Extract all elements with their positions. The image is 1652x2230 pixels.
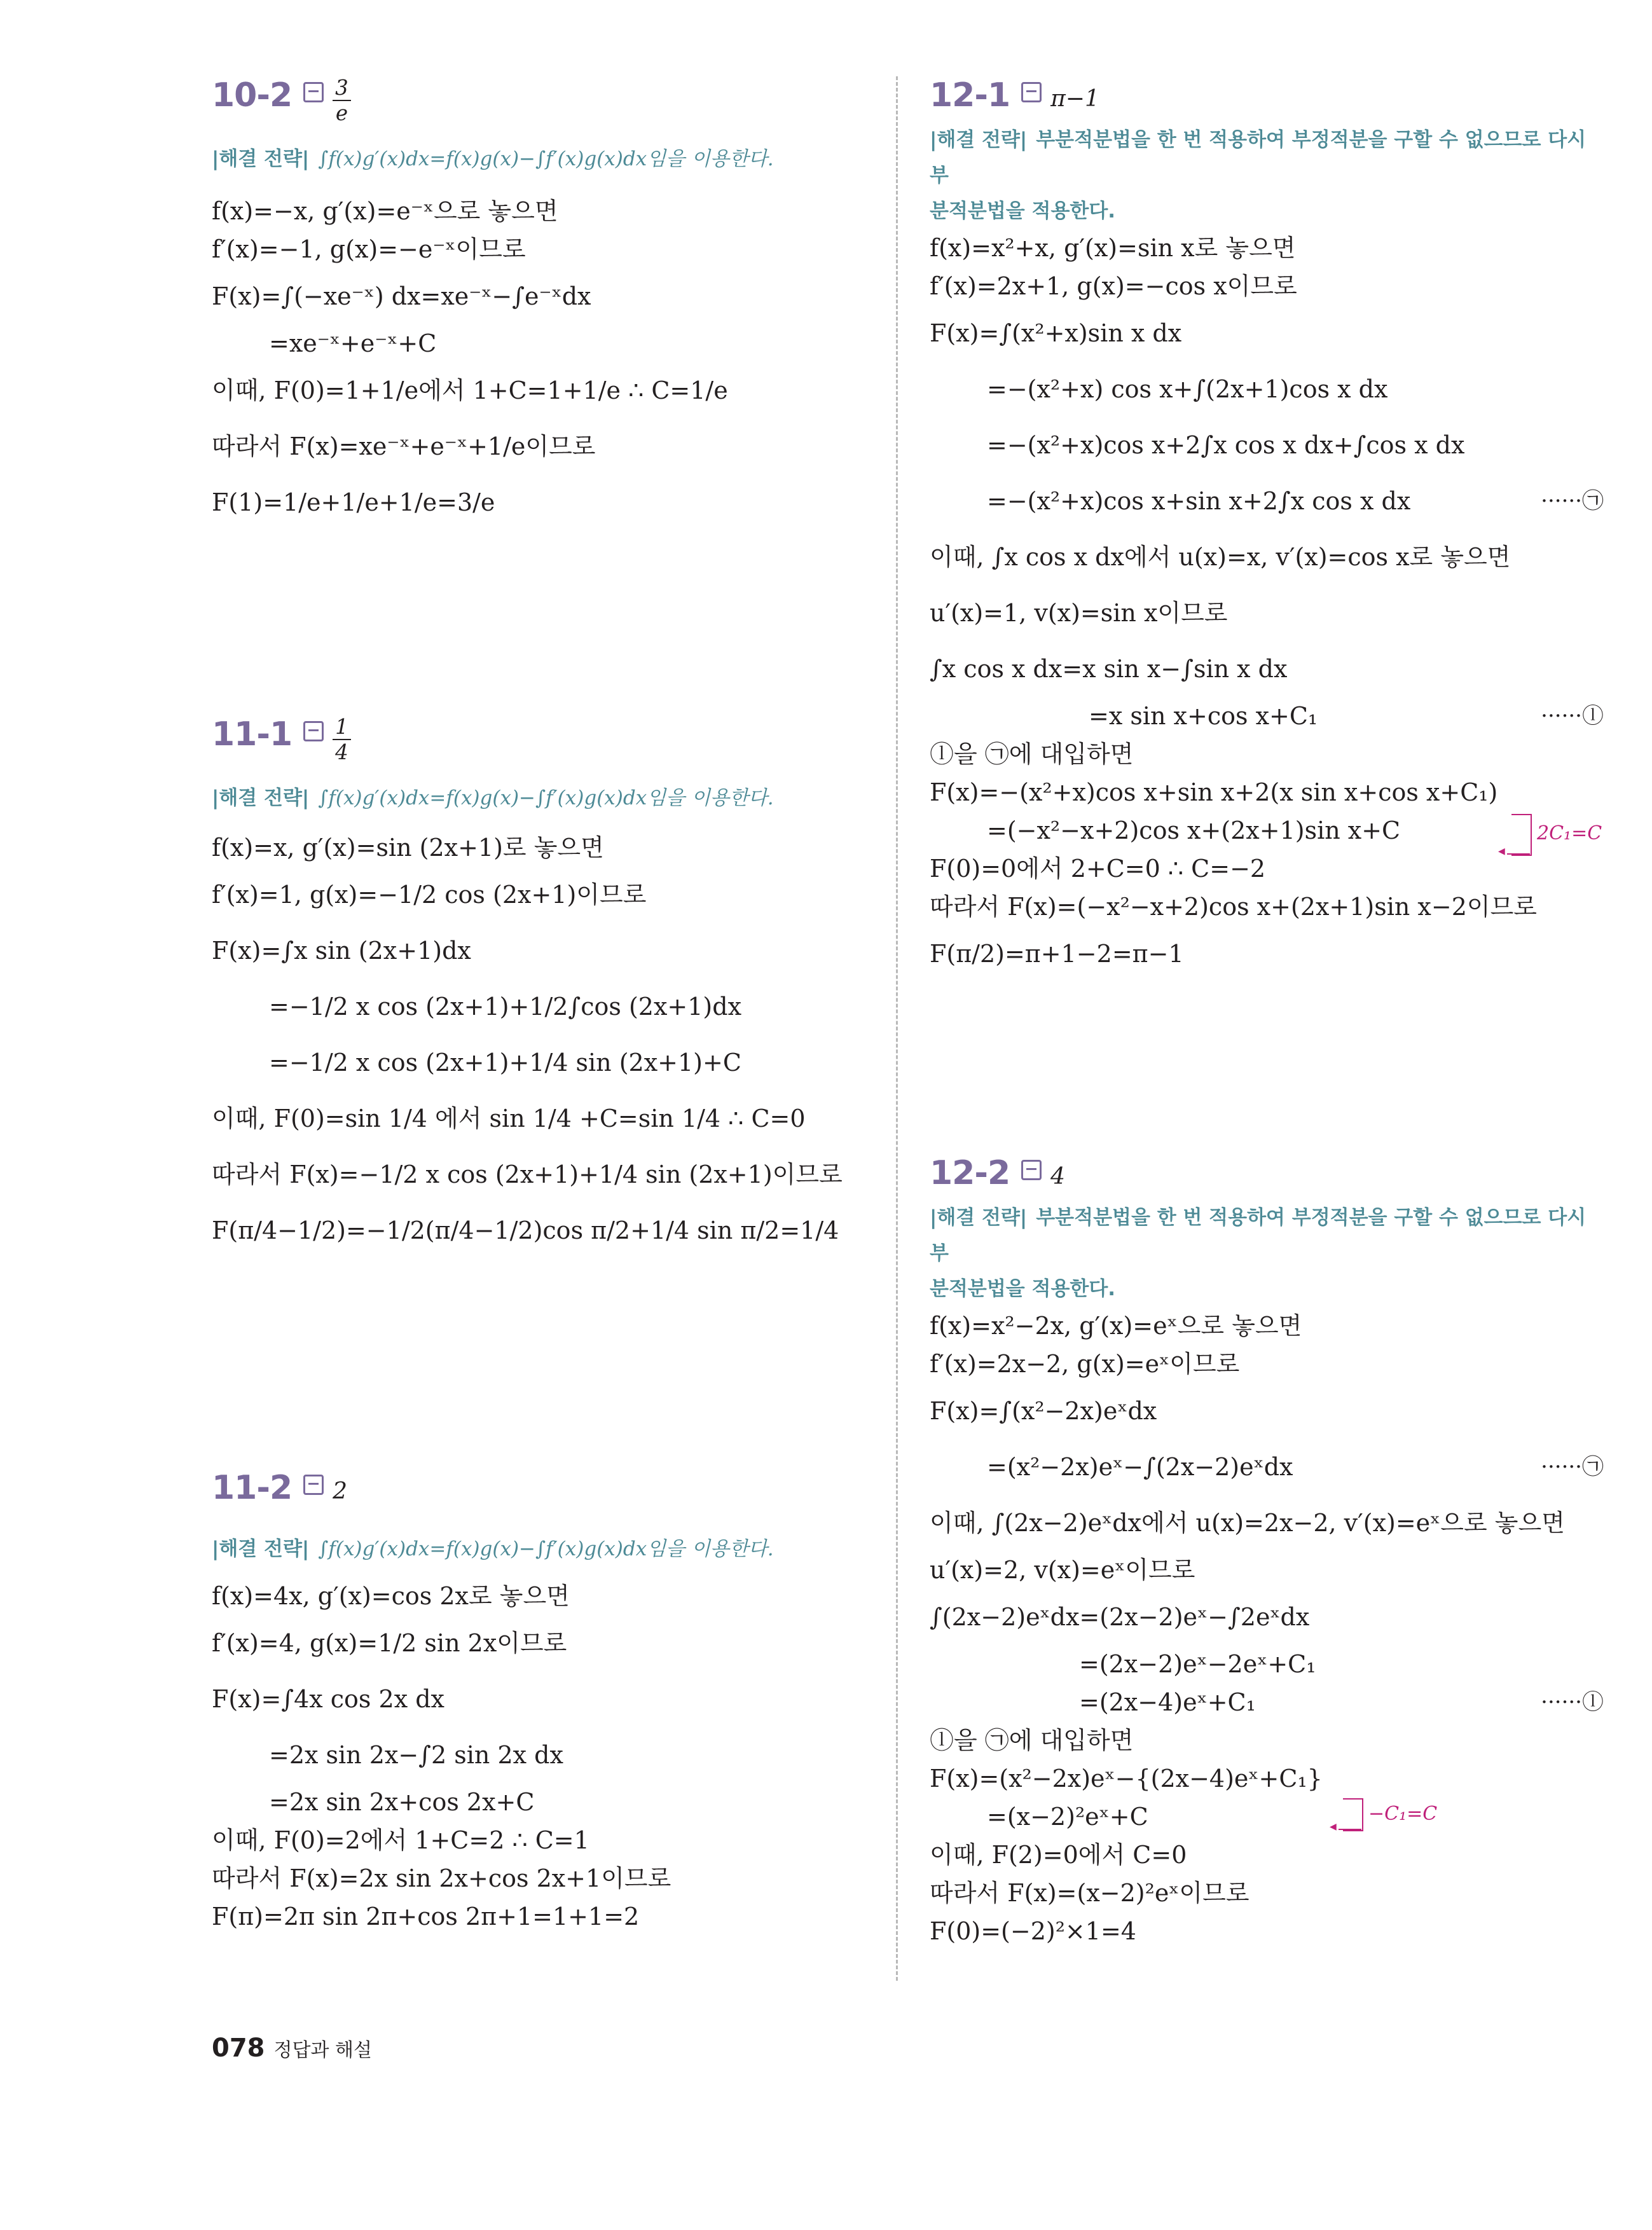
answer-icon	[303, 1475, 324, 1495]
math-line: =(−x²−x+2)cos x+(2x+1)sin x+C	[987, 816, 1401, 844]
substitution-bracket	[1343, 1798, 1363, 1831]
strategy-continued: 분적분법을 적용한다.	[930, 1277, 1116, 1300]
problem-number: 12-2	[930, 1154, 1010, 1192]
answer-icon	[303, 721, 324, 741]
math-line: =−(x²+x)cos x+sin x+2∫x cos x dx ······㉠	[930, 473, 1604, 529]
math-line: F(1)=1/e+1/e+1/e=3/e	[212, 488, 495, 516]
math-line: F(x)=∫(−xe⁻ˣ) dx=xe⁻ˣ−∫e⁻ˣdx	[212, 282, 591, 310]
math-line: 따라서 F(x)=(−x²−x+2)cos x+(2x+1)sin x−2이므로	[930, 893, 1537, 921]
answer-value: π−1	[1050, 86, 1099, 112]
math-line: f′(x)=2x+1, g(x)=−cos x이므로	[930, 272, 1297, 300]
math-line: f(x)=−x, g′(x)=e⁻ˣ으로 놓으면	[212, 197, 558, 225]
math-line: F(x)=−(x²+x)cos x+sin x+2(x sin x+cos x+C₁)	[930, 778, 1498, 806]
column-divider	[896, 76, 898, 1981]
strategy: |해결 전략| ∫f(x)g′(x)dx=f(x)g(x)−∫f′(x)g(x)dx임을 이용한다.	[212, 148, 774, 170]
marker-2: ······ⓛ	[1541, 703, 1604, 729]
substitution-note: −C₁=C	[1368, 1803, 1438, 1825]
math-line: f′(x)=4, g(x)=1/2 sin 2x이므로	[212, 1629, 567, 1657]
math-line: F(π)=2π sin 2π+cos 2π+1=1+1=2	[212, 1903, 640, 1931]
math-line: F(0)=0에서 2+C=0 ∴ C=−2	[930, 855, 1266, 883]
math-line: ∫x cos x dx=x sin x−∫sin x dx	[930, 655, 1288, 683]
math-line: ∫(2x−2)eˣdx=(2x−2)eˣ−∫2eˣdx	[930, 1603, 1310, 1631]
math-line: 이때, F(0)=1+1/e에서 1+C=1+1/e ∴ C=1/e	[212, 376, 728, 404]
math-line: =−(x²+x)cos x+2∫x cos x dx+∫cos x dx	[987, 431, 1465, 459]
math-line: 이때, F(0)=sin 1/4 에서 sin 1/4 +C=sin 1/4 ∴ C=0	[212, 1105, 806, 1132]
math-line: =(x²−2x)eˣ−∫(2x−2)eˣdx ······㉠	[930, 1439, 1604, 1495]
strategy: |해결 전략| ∫f(x)g′(x)dx=f(x)g(x)−∫f′(x)g(x)dx임을 이용한다.	[212, 1538, 774, 1560]
math-line: u′(x)=1, v(x)=sin x이므로	[930, 599, 1228, 627]
answer-value: $\frac{3}{e}$	[333, 86, 351, 112]
problem-number: 10-2	[212, 76, 293, 114]
math-line: =xe⁻ˣ+e⁻ˣ+C	[269, 329, 437, 357]
section-header	[212, 76, 886, 134]
math-line: 따라서 F(x)=xe⁻ˣ+e⁻ˣ+1/e이므로	[212, 432, 596, 460]
marker-1: ······㉠	[1541, 488, 1604, 514]
math-line: F(π/4−1/2)=−1/2(π/4−1/2)cos π/2+1/4 sin π/2=1/4	[212, 1216, 839, 1244]
math-line: 이때, F(0)=2에서 1+C=2 ∴ C=1	[212, 1826, 589, 1854]
math-line: 이때, ∫x cos x dx에서 u(x)=x, v′(x)=cos x로 놓으면	[930, 543, 1511, 571]
section-header	[212, 715, 886, 773]
math-line: F(π/2)=π+1−2=π−1	[930, 940, 1184, 968]
substitution-arrow	[1339, 1829, 1361, 1830]
strategy-continued: 분적분법을 적용한다.	[930, 200, 1116, 223]
problem-number: 12-1	[930, 76, 1010, 114]
answer-value: $\frac{1}{4}$	[333, 725, 351, 751]
math-line: =−(x²+x) cos x+∫(2x+1)cos x dx	[987, 375, 1388, 403]
math-line: u′(x)=2, v(x)=eˣ이므로	[930, 1556, 1195, 1584]
page-number: 078	[212, 2034, 265, 2063]
strategy: |해결 전략| 부분적분법을 한 번 적용하여 부정적분을 구할 수 없으므로 다시 부	[930, 1206, 1587, 1265]
marker-2: ······ⓛ	[1541, 1690, 1604, 1715]
math-line: F(0)=(−2)²×1=4	[930, 1917, 1136, 1945]
math-line: =(2x−2)eˣ−2eˣ+C₁	[1079, 1650, 1316, 1678]
math-line: =2x sin 2x−∫2 sin 2x dx	[269, 1741, 563, 1769]
answer-value: 2	[333, 1478, 348, 1504]
math-line: ⓛ을 ㉠에 대입하면	[930, 1726, 1134, 1754]
math-line: F(x)=∫4x cos 2x dx	[212, 1685, 444, 1713]
math-line: f(x)=x²−2x, g′(x)=eˣ으로 놓으면	[930, 1312, 1302, 1340]
section-header	[930, 76, 1604, 122]
answer-icon	[1021, 1160, 1042, 1180]
section-10-2	[212, 76, 886, 530]
math-line: f′(x)=−1, g(x)=−e⁻ˣ이므로	[212, 235, 526, 263]
answer-value: 4	[1050, 1164, 1066, 1190]
answer-icon	[1021, 82, 1042, 102]
strategy: |해결 전략| ∫f(x)g′(x)dx=f(x)g(x)−∫f′(x)g(x)dx임을 이용한다.	[212, 787, 774, 809]
math-line: f(x)=x²+x, g′(x)=sin x로 놓으면	[930, 234, 1296, 262]
math-line: F(x)=∫(x²−2x)eˣdx	[930, 1397, 1157, 1425]
marker-1: ······㉠	[1541, 1454, 1604, 1480]
section-11-2	[212, 1469, 886, 1936]
math-line: =2x sin 2x+cos 2x+C	[269, 1788, 535, 1816]
math-line: F(x)=(x²−2x)eˣ−{(2x−4)eˣ+C₁}	[930, 1765, 1323, 1793]
math-line: =(x−2)²eˣ+C	[987, 1803, 1148, 1831]
math-line: f(x)=4x, g′(x)=cos 2x로 놓으면	[212, 1582, 570, 1610]
substitution-bracket	[1511, 814, 1532, 856]
strategy: |해결 전략| 부분적분법을 한 번 적용하여 부정적분을 구할 수 없으므로 다시 부	[930, 128, 1587, 187]
math-line: =−1/2 x cos (2x+1)+1/2∫cos (2x+1)dx	[269, 993, 742, 1021]
math-line: 따라서 F(x)=−1/2 x cos (2x+1)+1/4 sin (2x+1)이므로	[212, 1160, 843, 1188]
math-line: =−1/2 x cos (2x+1)+1/4 sin (2x+1)+C	[269, 1049, 741, 1077]
math-line: 따라서 F(x)=(x−2)²eˣ이므로	[930, 1879, 1249, 1907]
problem-number: 11-2	[212, 1469, 293, 1507]
math-line: f′(x)=2x−2, g(x)=eˣ이므로	[930, 1350, 1240, 1378]
section-12-1	[930, 76, 1604, 982]
math-line: =(2x−4)eˣ+C₁ ······ⓛ	[930, 1683, 1604, 1721]
page-footer	[212, 2034, 372, 2063]
substitution-note: 2C₁=C	[1537, 822, 1602, 844]
math-line: =x sin x+cos x+C₁ ······ⓛ	[930, 697, 1604, 735]
math-line: 이때, ∫(2x−2)eˣdx에서 u(x)=2x−2, v′(x)=eˣ으로 놓으면	[930, 1509, 1565, 1537]
math-line: f(x)=x, g′(x)=sin (2x+1)로 놓으면	[212, 834, 604, 862]
section-header	[212, 1469, 886, 1526]
page-title: 정답과 해설	[273, 2039, 372, 2061]
math-line: f′(x)=1, g(x)=−1/2 cos (2x+1)이므로	[212, 881, 647, 909]
section-header	[930, 1154, 1604, 1200]
section-11-1	[212, 715, 886, 1258]
math-line: ⓛ을 ㉠에 대입하면	[930, 740, 1134, 768]
math-line: F(x)=∫x sin (2x+1)dx	[212, 937, 471, 965]
math-line: 이때, F(2)=0에서 C=0	[930, 1841, 1187, 1869]
math-line: F(x)=∫(x²+x)sin x dx	[930, 319, 1182, 347]
answer-icon	[303, 82, 324, 102]
math-line: 따라서 F(x)=2x sin 2x+cos 2x+1이므로	[212, 1864, 671, 1892]
section-12-2	[930, 1154, 1604, 1950]
substitution-arrow	[1507, 853, 1530, 855]
problem-number: 11-1	[212, 715, 293, 754]
